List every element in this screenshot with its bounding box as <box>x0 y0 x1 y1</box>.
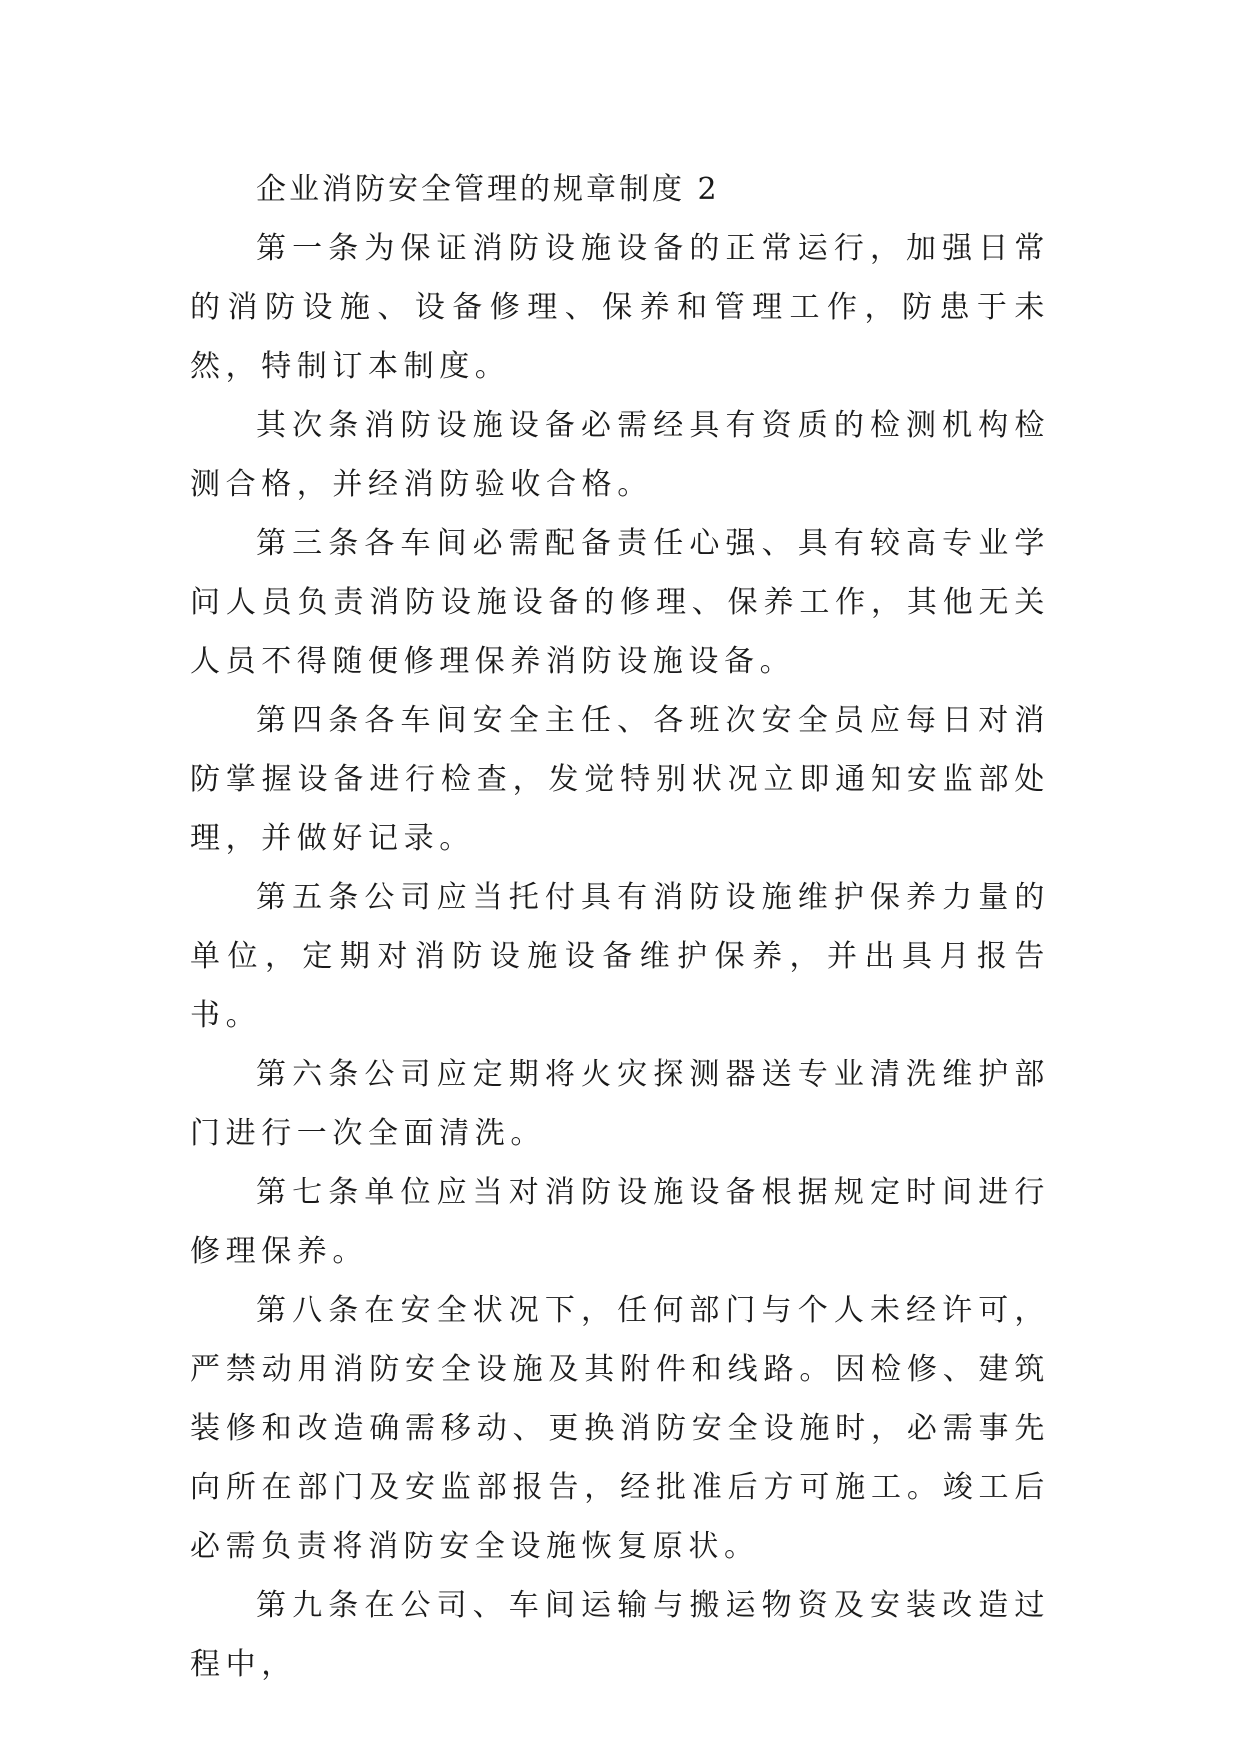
document-title: 企业消防安全管理的规章制度 2 <box>256 172 720 207</box>
paragraph-article-5: 第五条公司应当托付具有消防设施维护保养力量的单位，定期对消防设施设备维护保养，并出具月报告书。 <box>190 880 1050 1033</box>
paragraph-article-1: 第一条为保证消防设施设备的正常运行，加强日常的消防设施、设备修理、保养和管理工作，防患于未然，特制订本制度。 <box>190 231 1050 384</box>
paragraph-article-4: 第四条各车间安全主任、各班次安全员应每日对消防掌握设备进行检查，发觉特别状况立即通知安监部处理，并做好记录。 <box>190 703 1050 856</box>
document-body <box>190 160 1050 1694</box>
paragraph-article-8: 第八条在安全状况下，任何部门与个人未经许可，严禁动用消防安全设施及其附件和线路。因检修、建筑装修和改造确需移动、更换消防安全设施时，必需事先向所在部门及安监部报告，经批准后方可施工。竣工后必需负责将消防安全设施恢复原状。 <box>190 1293 1050 1564</box>
paragraph-article-9: 第九条在公司、车间运输与搬运物资及安装改造过程中， <box>190 1588 1050 1682</box>
paragraph-article-3: 第三条各车间必需配备责任心强、具有较高专业学问人员负责消防设施设备的修理、保养工作，其他无关人员不得随便修理保养消防设施设备。 <box>190 526 1050 679</box>
paragraph-article-6: 第六条公司应定期将火灾探测器送专业清洗维护部门进行一次全面清洗。 <box>190 1057 1050 1151</box>
paragraph-article-2: 其次条消防设施设备必需经具有资质的检测机构检测合格，并经消防验收合格。 <box>190 408 1050 502</box>
paragraph-article-7: 第七条单位应当对消防设施设备根据规定时间进行修理保养。 <box>190 1175 1050 1269</box>
